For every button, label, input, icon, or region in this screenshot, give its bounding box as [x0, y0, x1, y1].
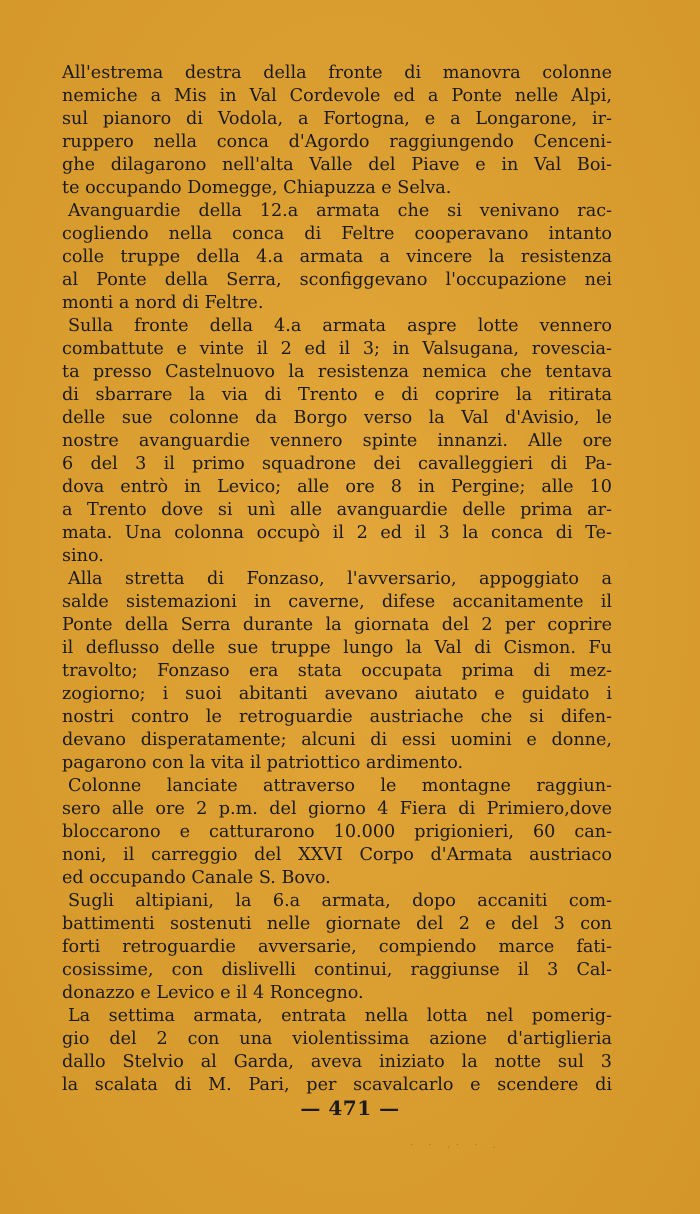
text-line: di sbarrare la via di Trento e di coprire la ritirata	[62, 385, 612, 405]
text-line: Avanguardie della 12.a armata che si venivano rac-	[68, 201, 612, 221]
text-line: Alla stretta di Fonzaso, l'avversario, appoggiato a	[68, 569, 612, 589]
text-line: dallo Stelvio al Garda, aveva iniziato la notte sul 3	[62, 1052, 612, 1072]
text-line: ta presso Castelnuovo la resistenza nemica che tentava	[62, 362, 612, 382]
text-line: ruppero nella conca d'Agordo raggiungendo Cenceni-	[62, 132, 612, 152]
text-line: donazzo e Levico e il 4 Roncegno.	[62, 983, 364, 1003]
text-line: te occupando Domegge, Chiapuzza e Selva.	[62, 178, 452, 198]
text-line: Colonne lanciate attraverso le montagne raggiun-	[68, 776, 612, 796]
text-line: La settima armata, entrata nella lotta nel pomerig-	[68, 1006, 612, 1026]
text-line: nostre avanguardie vennero spinte innanzi. Alle ore	[62, 431, 612, 451]
text-line: il deflusso delle sue truppe lungo la Val di Cismon. Fu	[62, 638, 612, 658]
text-line: forti retroguardie avversarie, compiendo marce fati-	[62, 937, 612, 957]
text-line: monti a nord di Feltre.	[62, 293, 264, 313]
text-line: colle truppe della 4.a armata a vincere la resistenza	[62, 247, 612, 267]
text-line: cogliendo nella conca di Feltre cooperavano intanto	[62, 224, 612, 244]
text-line: dova entrò in Levico; alle ore 8 in Pergine; alle 10	[62, 477, 612, 497]
text-line: 6 del 3 il primo squadrone dei cavalleggieri di Pa-	[62, 454, 612, 474]
text-line: mata. Una colonna occupò il 2 ed il 3 la conca di Te-	[62, 523, 612, 543]
text-line: nemiche a Mis in Val Cordevole ed a Ponte nelle Alpi,	[62, 86, 612, 106]
text-line: gio del 2 con una violentissima azione d'artiglieria	[62, 1029, 612, 1049]
text-line: delle sue colonne da Borgo verso la Val d'Avisio, le	[62, 408, 612, 428]
text-line: ed occupando Canale S. Bovo.	[62, 868, 331, 888]
body-text	[62, 62, 612, 1097]
text-line: devano disperatamente; alcuni di essi uomini e donne,	[62, 730, 612, 750]
text-line: Sulla fronte della 4.a armata aspre lotte vennero	[68, 316, 612, 336]
text-line: cosissime, con dislivelli continui, raggiunse il 3 Cal-	[62, 960, 612, 980]
text-line: bloccarono e catturarono 10.000 prigionieri, 60 can-	[62, 822, 612, 842]
text-line: Ponte della Serra durante la giornata del 2 per coprire	[62, 615, 612, 635]
text-line: pagarono con la vita il patriottico ardimento.	[62, 753, 464, 773]
paper-specks: · · .· · .	[410, 1140, 502, 1151]
text-line: salde sistemazioni in caverne, difese accanitamente il	[62, 592, 612, 612]
text-line: battimenti sostenuti nelle giornate del 2 e del 3 con	[62, 914, 612, 934]
text-line: noni, il carreggio del XXVI Corpo d'Armata austriaco	[62, 845, 612, 865]
text-line: sero alle ore 2 p.m. del giorno 4 Fiera di Primiero,dove	[62, 799, 612, 819]
text-line: sino.	[62, 546, 104, 566]
text-line: Sugli altipiani, la 6.a armata, dopo accaniti com-	[68, 891, 612, 911]
text-line: zogiorno; i suoi abitanti avevano aiutato e guidato i	[62, 684, 612, 704]
text-line: a Trento dove si unì alle avanguardie delle prima ar-	[62, 500, 612, 520]
text-line: sul pianoro di Vodola, a Fortogna, e a Longarone, ir-	[62, 109, 612, 129]
page-number: — 471 —	[300, 1096, 400, 1120]
text-line: nostri contro le retroguardie austriache che si difen-	[62, 707, 612, 727]
text-line: al Ponte della Serra, sconfiggevano l'occupazione nei	[62, 270, 612, 290]
text-line: ghe dilagarono nell'alta Valle del Piave e in Val Boi-	[62, 155, 612, 175]
text-line: All'estrema destra della fronte di manovra colonne	[62, 63, 612, 83]
text-line: la scalata di M. Pari, per scavalcarlo e scendere di	[62, 1075, 612, 1095]
text-line: combattute e vinte il 2 ed il 3; in Valsugana, rovescia-	[62, 339, 612, 359]
text-line: travolto; Fonzaso era stata occupata prima di mez-	[62, 661, 612, 681]
